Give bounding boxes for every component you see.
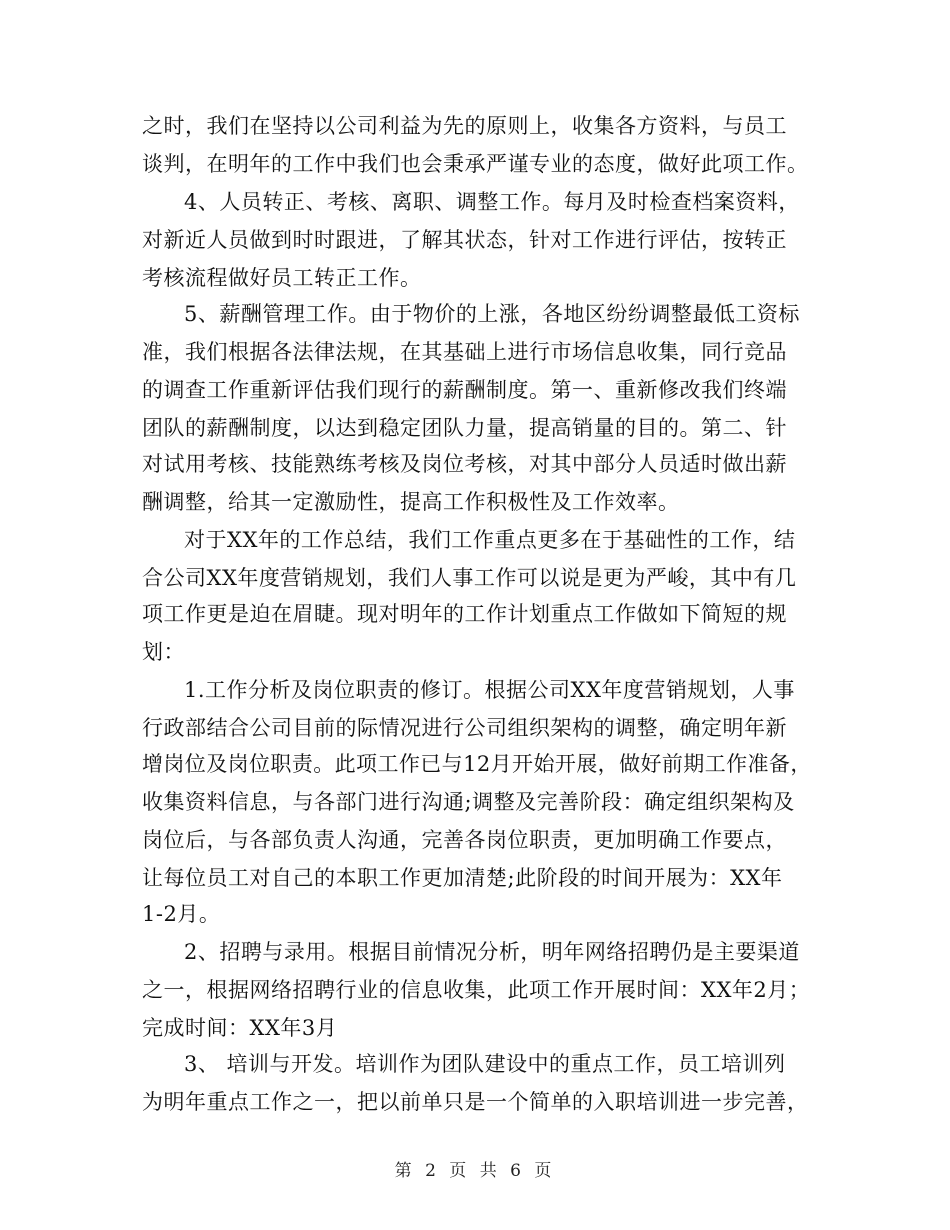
text-line: 5、薪酬管理工作。由于物价的上涨，各地区纷纷调整最低工资标 xyxy=(184,302,800,326)
text-line: 增岗位及岗位职责。此项工作已与12月开始开展，做好前期工作准备， xyxy=(142,752,812,776)
text-line: 让每位员工对自己的本职工作更加清楚;此阶段的时间开展为：XX年 xyxy=(142,866,783,890)
text-line: 酬调整，给其一定激励性，提高工作积极性及工作效率。 xyxy=(142,490,680,514)
text-line: 对试用考核、技能熟练考核及岗位考核，对其中部分人员适时做出薪 xyxy=(142,452,787,476)
text-line: 谈判，在明年的工作中我们也会秉承严谨专业的态度，做好此项工作。 xyxy=(142,152,809,176)
text-line: 划： xyxy=(142,640,185,664)
text-line: 1-2月。 xyxy=(142,902,221,926)
text-line: 为明年重点工作之一，把以前单只是一个简单的入职培训进一步完善， xyxy=(142,1090,809,1114)
page-number-footer: 第 2 页 共 6 页 xyxy=(394,1161,556,1181)
text-line: 3、 培训与开发。培训作为团队建设中的重点工作，员工培训列 xyxy=(184,1052,786,1076)
text-line: 考核流程做好员工转正工作。 xyxy=(142,266,422,290)
text-line: 1.工作分析及岗位职责的修订。根据公司XX年度营销规划，人事 xyxy=(184,678,795,702)
text-line: 的调查工作重新评估我们现行的薪酬制度。第一、重新修改我们终端 xyxy=(142,378,787,402)
text-line: 之一，根据网络招聘行业的信息收集，此项工作开展时间：XX年2月； xyxy=(142,978,811,1002)
text-line: 收集资料信息，与各部门进行沟通;调整及完善阶段：确定组织架构及 xyxy=(142,790,795,814)
text-line: 团队的薪酬制度，以达到稳定团队力量，提高销量的目的。第二、针 xyxy=(142,416,787,440)
text-line: 合公司XX年度营销规划，我们人事工作可以说是更为严峻，其中有几 xyxy=(142,566,797,590)
text-line: 2、招聘与录用。根据目前情况分析，明年网络招聘仍是主要渠道 xyxy=(184,940,800,964)
text-line: 完成时间：XX年3月 xyxy=(142,1016,338,1040)
text-line: 岗位后，与各部负责人沟通，完善各岗位职责，更加明确工作要点， xyxy=(142,828,787,852)
text-line: 4、人员转正、考核、离职、调整工作。每月及时检查档案资料， xyxy=(184,190,800,214)
text-line: 对新近人员做到时时跟进，了解其状态，针对工作进行评估，按转正 xyxy=(142,228,787,252)
text-line: 对于XX年的工作总结，我们工作重点更多在于基础性的工作，结 xyxy=(184,528,796,552)
text-line: 项工作更是迫在眉睫。现对明年的工作计划重点工作做如下简短的规 xyxy=(142,602,787,626)
text-line: 准，我们根据各法律法规，在其基础上进行市场信息收集，同行竞品 xyxy=(142,340,787,364)
text-line: 之时，我们在坚持以公司利益为先的原则上，收集各方资料，与员工 xyxy=(142,114,787,138)
text-line: 行政部结合公司目前的际情况进行公司组织架构的调整，确定明年新 xyxy=(142,716,787,740)
